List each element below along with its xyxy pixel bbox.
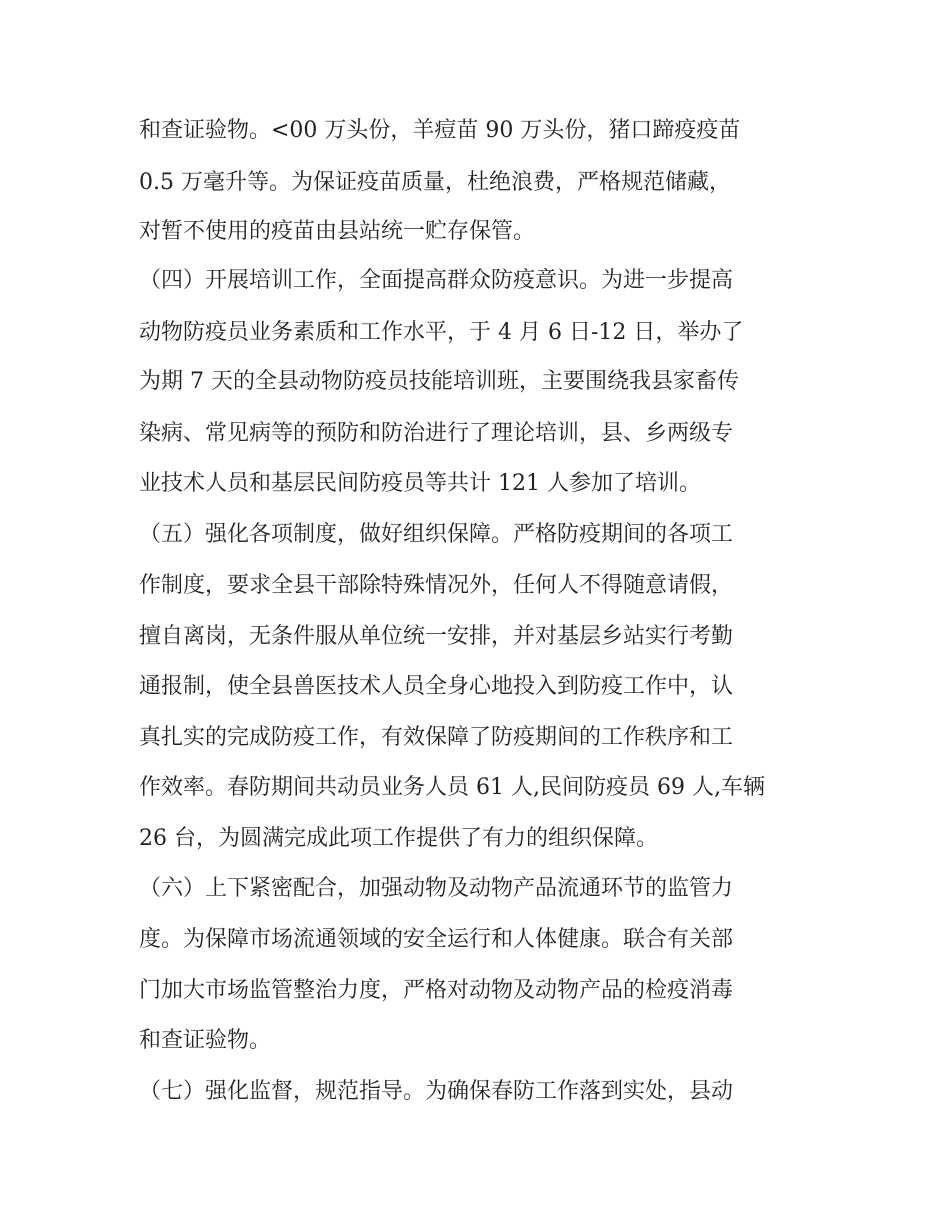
text-line: 和查证验物。<00 万头份，羊痘苗 90 万头份，猪口蹄疫疫苗 [139, 118, 741, 143]
text-line: （四）开展培训工作，全面提高群众防疫意识。为进一步提高 [139, 268, 734, 293]
text-line: 作制度，要求全县干部除特殊情况外，任何人不得随意请假， [139, 573, 734, 598]
text-line: 0.5 万毫升等。为保证疫苗质量，杜绝浪费，严格规范储藏， [139, 170, 731, 195]
text-line: 擅自离岗，无条件服从单位统一安排，并对基层乡站实行考勤 [139, 624, 734, 649]
text-line: 对暂不使用的疫苗由县站统一贮存保管。 [139, 219, 536, 244]
text-line: 门加大市场监管整治力度，严格对动物及动物产品的检疫消毒 [139, 978, 734, 1003]
text-line: 真扎实的完成防疫工作，有效保障了防疫期间的工作秩序和工 [139, 725, 734, 750]
text-line: 作效率。春防期间共动员业务人员 61 人,民间防疫员 69 人,车辆 [139, 775, 765, 800]
text-line: 业技术人员和基层民间防疫员等共计 121 人参加了培训。 [139, 471, 701, 496]
text-line: 26 台，为圆满完成此项工作提供了有力的组织保障。 [139, 826, 658, 851]
text-line: （七）强化监督，规范指导。为确保春防工作落到实处，县动 [139, 1079, 734, 1104]
text-line: 通报制，使全县兽医技术人员全身心地投入到防疫工作中，认 [139, 674, 734, 699]
text-line: （五）强化各项制度，做好组织保障。严格防疫期间的各项工 [139, 522, 734, 547]
text-line: 和查证验物。 [139, 1028, 272, 1053]
text-line: 度。为保障市场流通领域的安全运行和人体健康。联合有关部 [139, 927, 734, 952]
text-line: 为期 7 天的全县动物防疫员技能培训班，主要围绕我县家畜传 [139, 369, 739, 394]
text-line: （六）上下紧密配合，加强动物及动物产品流通环节的监管力 [139, 876, 734, 901]
text-line: 染病、常见病等的预防和防治进行了理论培训，县、乡两级专 [139, 421, 734, 446]
text-line: 动物防疫员业务素质和工作水平，于 4 月 6 日-12 日，举办了 [139, 320, 744, 345]
